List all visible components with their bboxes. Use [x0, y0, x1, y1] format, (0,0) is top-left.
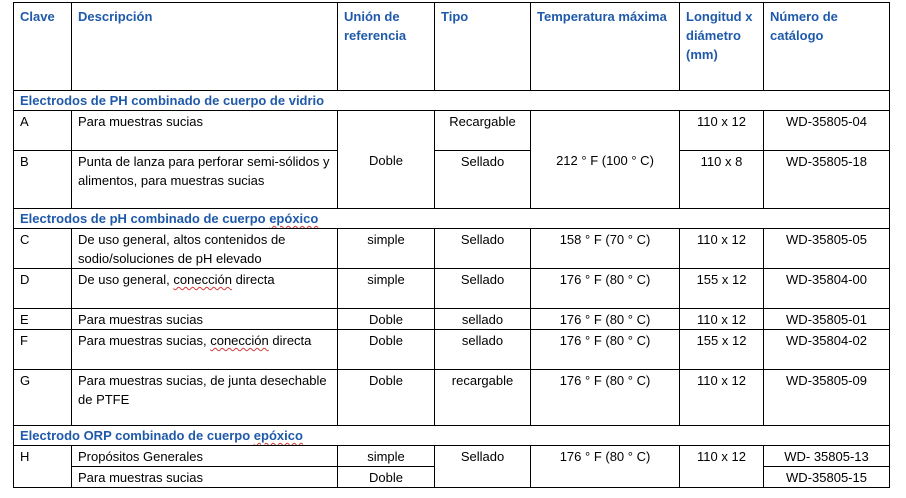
catalog-number-cell: WD- 35805-13 [764, 446, 890, 467]
union-cell: simple [338, 269, 435, 309]
section-title-orp [14, 426, 890, 446]
catalog-number-cell: WD-35804-02 [764, 330, 890, 370]
spellcheck-word: conección [210, 333, 269, 348]
description-cell: Para muestras sucias, de junta desechable de PTFE [72, 370, 338, 426]
dimension-cell: 110 x 12 [680, 370, 764, 426]
union-cell: Doble [338, 309, 435, 330]
description-cell: Propósitos Generales [72, 446, 338, 467]
tipo-cell: sellado [435, 330, 531, 370]
description-cell [72, 269, 338, 309]
description-cell: Para muestras sucias [72, 467, 338, 488]
header-tipo: Tipo [435, 3, 531, 91]
dimension-cell: 155 x 12 [680, 269, 764, 309]
clave-cell: C [14, 229, 72, 269]
clave-cell: H [14, 446, 72, 488]
union-cell: Doble [338, 467, 435, 488]
union-cell: Doble [338, 370, 435, 426]
union-cell-ab: Doble [338, 111, 435, 209]
temperature-cell: 176 ° F (80 ° C) [531, 446, 680, 488]
tipo-cell: Sellado [435, 229, 531, 269]
catalog-number-cell: WD-35805-05 [764, 229, 890, 269]
table-row-f [14, 330, 890, 370]
document-page [13, 2, 890, 488]
tipo-cell: recargable [435, 370, 531, 426]
section-title-vidrio: Electrodos de PH combinado de cuerpo de vidrio [14, 91, 890, 111]
temperature-cell: 158 ° F (70 ° C) [531, 229, 680, 269]
temperature-cell-ab: 212 ° F (100 ° C) [531, 111, 680, 209]
header-descripcion: Descripción [72, 3, 338, 91]
header-union: Unión de referencia [338, 3, 435, 91]
dimension-cell: 110 x 12 [680, 446, 764, 488]
section-row-epoxico [14, 209, 890, 229]
table-row-d [14, 269, 890, 309]
temperature-cell: 176 ° F (80 ° C) [531, 269, 680, 309]
dimension-cell: 110 x 12 [680, 111, 764, 151]
catalog-number-cell: WD-35805-09 [764, 370, 890, 426]
section-title-text: Electrodo ORP combinado de cuerpo [20, 428, 254, 443]
description-text: De uso general, [78, 272, 174, 287]
table-row-e [14, 309, 890, 330]
header-catalogo: Número de catálogo [764, 3, 890, 91]
header-row [14, 3, 890, 91]
spellcheck-word: epóxico [269, 211, 319, 226]
spellcheck-word: epóxico [253, 428, 303, 443]
header-clave: Clave [14, 3, 72, 91]
temperature-cell: 176 ° F (80 ° C) [531, 309, 680, 330]
table-row-h [14, 446, 890, 467]
header-temperatura: Temperatura máxima [531, 3, 680, 91]
union-cell: simple [338, 446, 435, 467]
union-cell: simple [338, 229, 435, 269]
description-cell: Para muestras sucias [72, 111, 338, 151]
temperature-cell: 176 ° F (80 ° C) [531, 370, 680, 426]
clave-cell: E [14, 309, 72, 330]
table-row-a [14, 111, 890, 151]
table-row-c [14, 229, 890, 269]
section-row-vidrio [14, 91, 890, 111]
catalog-number-cell: WD-35804-00 [764, 269, 890, 309]
dimension-cell: 110 x 8 [680, 151, 764, 209]
tipo-cell: Sellado [435, 446, 531, 488]
tipo-cell: sellado [435, 309, 531, 330]
spellcheck-word: conección [173, 272, 232, 287]
temperature-cell: 176 ° F (80 ° C) [531, 330, 680, 370]
catalog-number-cell: WD-35805-01 [764, 309, 890, 330]
description-cell [72, 330, 338, 370]
description-cell: De uso general, altos contenidos de sodio/soluciones de pH elevado [72, 229, 338, 269]
tipo-cell: Sellado [435, 269, 531, 309]
clave-cell: F [14, 330, 72, 370]
catalog-number-cell: WD-35805-18 [764, 151, 890, 209]
clave-cell: B [14, 151, 72, 209]
section-title-epoxico [14, 209, 890, 229]
tipo-cell: Sellado [435, 151, 531, 209]
header-longitud: Longitud x diámetro (mm) [680, 3, 764, 91]
description-cell: Punta de lanza para perforar semi-sólidos y alimentos, para muestras sucias [72, 151, 338, 209]
description-text: directa [231, 272, 275, 287]
dimension-cell: 110 x 12 [680, 309, 764, 330]
table-row-b [14, 151, 890, 209]
tipo-cell: Recargable [435, 111, 531, 151]
description-text: Para muestras sucias, [78, 333, 211, 348]
clave-cell: D [14, 269, 72, 309]
clave-cell: A [14, 111, 72, 151]
section-title-text: Electrodos de pH combinado de cuerpo [20, 211, 270, 226]
electrode-catalog-table [13, 2, 890, 488]
dimension-cell: 110 x 12 [680, 229, 764, 269]
catalog-number-cell: WD-35805-15 [764, 467, 890, 488]
union-cell: Doble [338, 330, 435, 370]
table-row-g [14, 370, 890, 426]
dimension-cell: 155 x 12 [680, 330, 764, 370]
clave-cell: G [14, 370, 72, 426]
catalog-number-cell: WD-35805-04 [764, 111, 890, 151]
description-text: directa [268, 333, 312, 348]
description-cell: Para muestras sucias [72, 309, 338, 330]
section-row-orp [14, 426, 890, 446]
